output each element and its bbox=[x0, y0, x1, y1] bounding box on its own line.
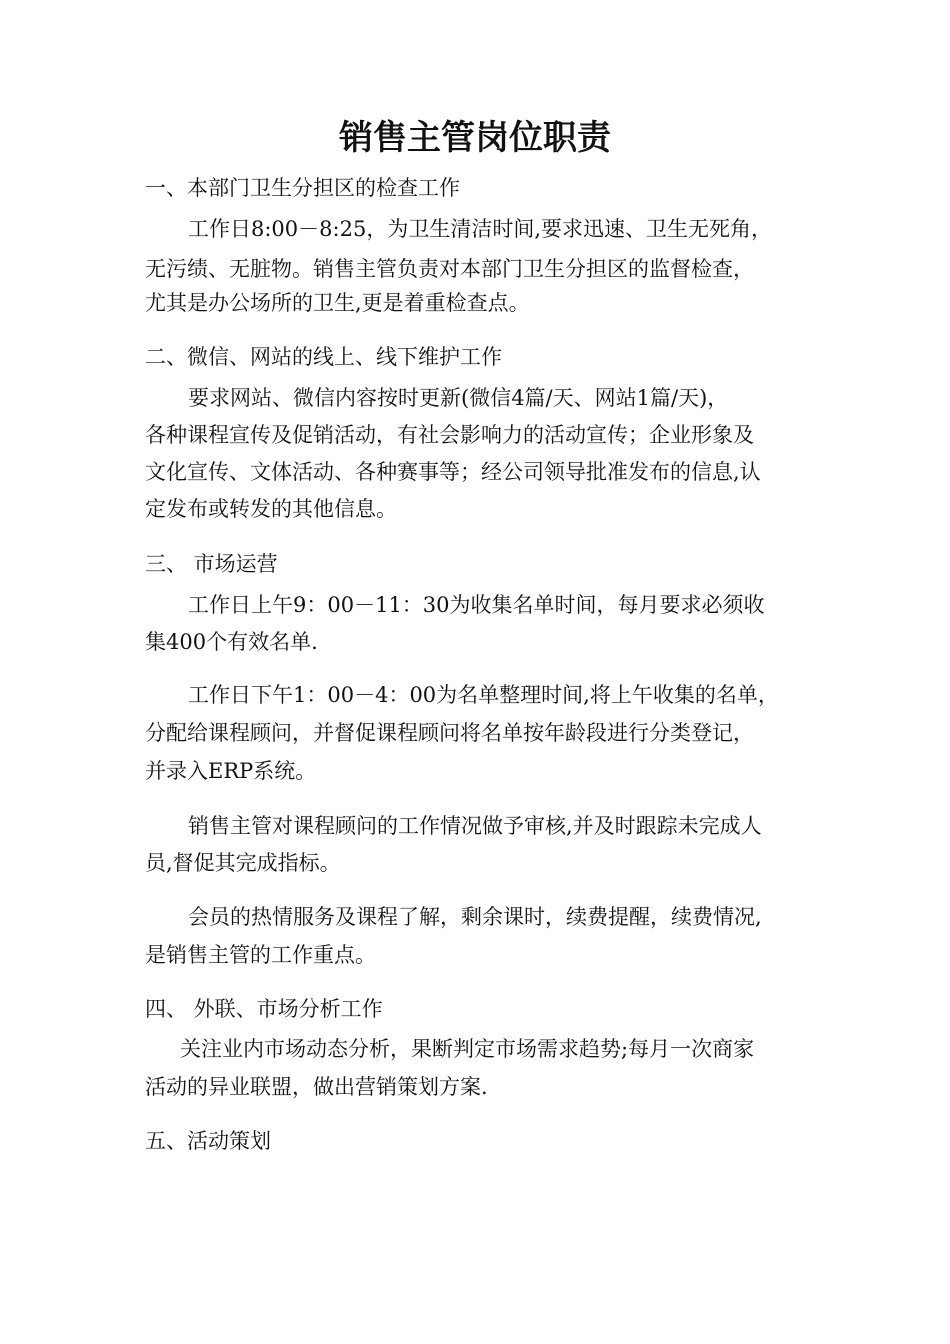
paragraph-line: 关注业内市场动态分析，果断判定市场需求趋势;每月一次商家 bbox=[180, 1037, 755, 1061]
paragraph-line: 活动的异业联盟，做出营销策划方案. bbox=[145, 1075, 488, 1099]
section-heading-4: 四、 外联、市场分析工作 bbox=[145, 997, 383, 1021]
paragraph-line: 并录入ERP系统。 bbox=[145, 759, 317, 783]
paragraph-line: 尤其是办公场所的卫生,更是着重检查点。 bbox=[145, 291, 530, 315]
paragraph-line: 工作日8:00－8:25，为卫生清洁时间,要求迅速、卫生无死角， bbox=[188, 217, 772, 241]
section-heading-3: 三、 市场运营 bbox=[145, 552, 278, 576]
paragraph-line: 是销售主管的工作重点。 bbox=[145, 943, 376, 967]
section-heading-2: 二、微信、网站的线上、线下维护工作 bbox=[145, 345, 502, 369]
paragraph-line: 工作日下午1：00－4：00为名单整理时间,将上午收集的名单， bbox=[188, 683, 779, 707]
paragraph-line: 分配给课程顾问，并督促课程顾问将名单按年龄段进行分类登记， bbox=[145, 721, 754, 745]
paragraph-line: 文化宣传、文体活动、各种赛事等；经公司领导批准发布的信息,认 bbox=[145, 460, 761, 484]
paragraph-line: 工作日上午9：00－11：30为收集名单时间，每月要求必须收 bbox=[188, 593, 765, 617]
paragraph-line: 定发布或转发的其他信息。 bbox=[145, 497, 397, 521]
paragraph-line: 员,督促其完成指标。 bbox=[145, 851, 341, 875]
paragraph-line: 各种课程宣传及促销活动，有社会影响力的活动宣传；企业形象及 bbox=[145, 423, 754, 447]
paragraph-line: 无污绩、无脏物。销售主管负责对本部门卫生分担区的监督检查， bbox=[145, 257, 754, 281]
document-title: 销售主管岗位职责 bbox=[339, 118, 611, 158]
paragraph-line: 集400个有效名单. bbox=[145, 630, 318, 654]
section-heading-5: 五、活动策划 bbox=[145, 1129, 271, 1153]
section-heading-1: 一、本部门卫生分担区的检查工作 bbox=[145, 176, 460, 200]
paragraph-line: 销售主管对课程顾问的工作情况做予审核,并及时跟踪未完成人 bbox=[188, 814, 762, 838]
paragraph-line: 会员的热情服务及课程了解，剩余课时，续费提醒，续费情况, bbox=[188, 905, 762, 929]
paragraph-line: 要求网站、微信内容按时更新(微信4篇/天、网站1篇/天)， bbox=[188, 386, 729, 410]
